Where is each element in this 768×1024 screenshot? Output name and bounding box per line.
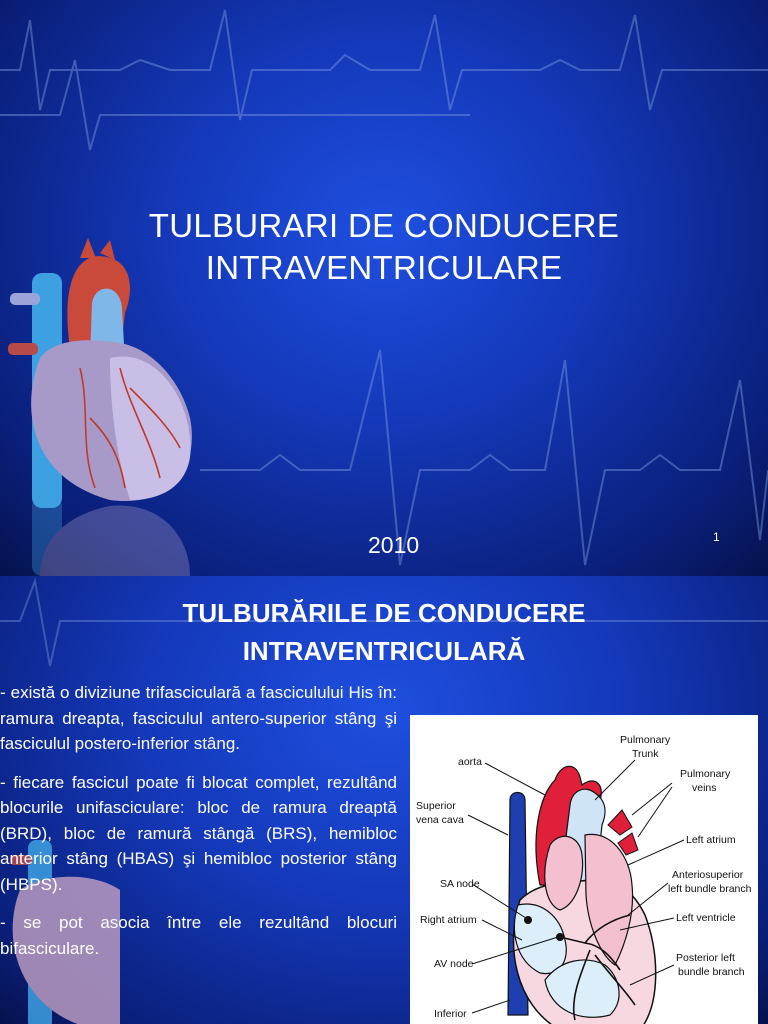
label-aorta: aorta: [458, 756, 482, 768]
paragraph: - se pot asocia între ele rezultând blocuri bifasciculare.: [0, 913, 397, 958]
paragraph: - există o diviziune trifasciculară a fasciculului His în: ramura dreapta, fasciculul antero-superior stâng şi fasciculul postero-inferior stâng.: [0, 683, 397, 753]
slide-year: 2010: [368, 532, 420, 558]
label-left-atrium: Left atrium: [686, 834, 736, 846]
label-posterior-left: Posterior left: [676, 952, 735, 964]
heart-reflection: [0, 496, 200, 576]
label-pulmonary-veins: veins: [692, 782, 717, 794]
paragraph: - fiecare fascicul poate fi blocat complet, rezultând blocurile unifasciculare: bloc de ramura dreaptă (BRD), bloc de ramură stângă (BRS), hemibloc anterior stâng (HBAS) şi hemibloc posterior stâng (HBPS).: [0, 772, 397, 894]
heart-conduction-diagram: [410, 715, 758, 1024]
slide-body-text: [0, 680, 397, 974]
title-line-1: TULBURĂRILE DE CONDUCERE: [182, 598, 586, 628]
label-left-ventricle: Left ventricle: [676, 912, 736, 924]
page-number: 1: [713, 530, 720, 544]
heart-illustration: [0, 238, 200, 508]
label-superior-vena-cava: Superior: [416, 800, 456, 812]
title-line-2: INTRAVENTRICULARE: [205, 249, 563, 286]
label-pulmonary-veins: Pulmonary: [680, 768, 731, 780]
label-sa-node: SA node: [440, 878, 480, 890]
label-anteriosuperior: left bundle branch: [668, 883, 752, 895]
label-av-node: AV node: [434, 958, 474, 970]
content-slide: [0, 576, 768, 1024]
label-inferior: Inferior: [434, 1008, 467, 1020]
slide-title: [0, 594, 768, 670]
label-superior-vena-cava: vena cava: [416, 814, 464, 826]
title-line-2: INTRAVENTRICULARĂ: [242, 636, 526, 666]
label-pulmonary-trunk: Trunk: [632, 748, 659, 760]
label-anteriosuperior: Anteriosuperior: [672, 869, 744, 881]
label-posterior-left: bundle branch: [678, 966, 745, 978]
title-line-1: TULBURARI DE CONDUCERE: [148, 207, 620, 244]
label-pulmonary-trunk: Pulmonary: [620, 734, 671, 746]
label-right-atrium: Right atrium: [420, 914, 477, 926]
